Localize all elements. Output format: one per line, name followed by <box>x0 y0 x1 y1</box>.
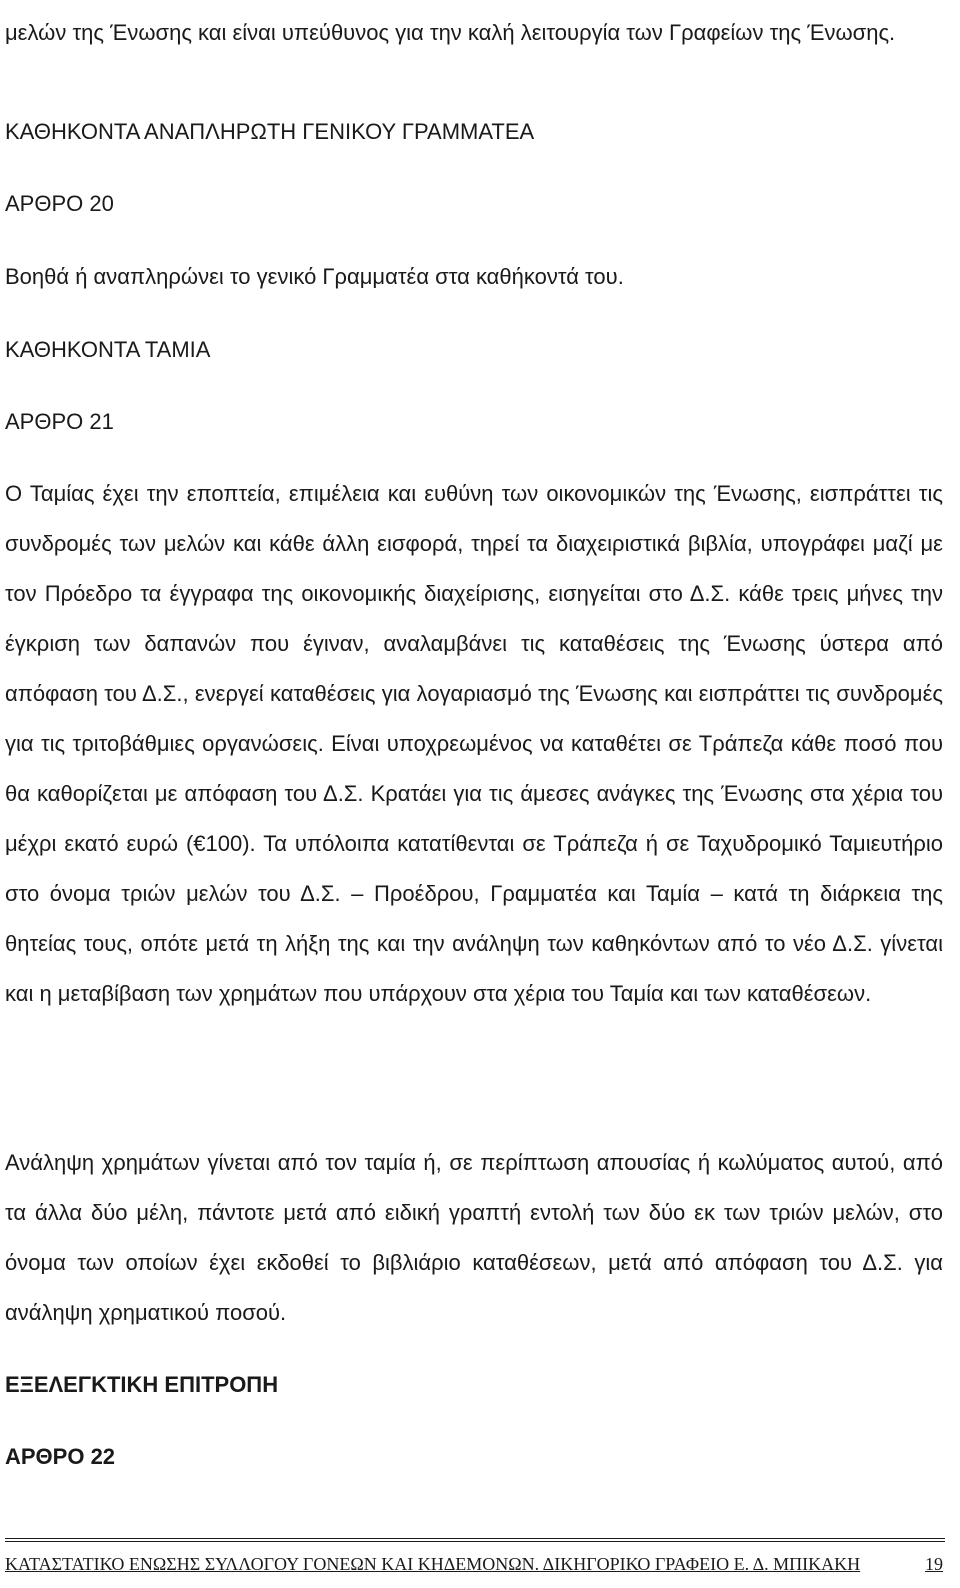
footer-text: ΚΑΤΑΣΤΑΤΙΚΟ ΕΝΩΣΗΣ ΣΥΛΛΟΓΟΥ ΓΟΝΕΩΝ ΚΑΙ ΚΗΔΕΜΟΝΩΝ. ΔΙΚΗΓΟΡΙΚΟ ΓΡΑΦΕΙΟ Ε. Δ. ΜΠΙΚΑΚΗ <box>5 1554 861 1574</box>
article-22-heading: ΑΡΘΡΟ 22 <box>5 1444 116 1469</box>
article-21-heading: ΑΡΘΡΟ 21 <box>5 409 114 434</box>
section-title-audit-committee: ΕΞΕΛΕΓΚΤΙΚΗ ΕΠΙΤΡΟΠΗ <box>5 1372 279 1397</box>
article-20-text: Βοηθά ή αναπληρώνει το γενικό Γραμματέα στα καθήκοντά του. <box>5 264 624 289</box>
article-20-heading: ΑΡΘΡΟ 20 <box>5 191 114 216</box>
article-21-paragraph-2: Ανάληψη χρημάτων γίνεται από τον ταμία ή, σε περίπτωση απουσίας ή κωλύματος αυτού, από τα άλλα δύο μέλη, πάντοτε μετά από ειδική γραπτή εντολή των δύο εκ των τριών μελών, στο όνομα των οποίων έχει εκδοθεί το βιβλιάριο καταθέσεων, μετά από απόφαση του Δ.Σ. για ανάληψη χρηματικού ποσού. <box>5 1150 943 1325</box>
page-footer <box>5 1548 945 1588</box>
page-number: 19 <box>925 1554 943 1574</box>
footer-divider <box>5 1538 945 1542</box>
intro-paragraph: μελών της Ένωσης και είναι υπεύθυνος για την καλή λειτουργία των Γραφείων της Ένωσης. <box>5 20 896 45</box>
section-title-treasurer: ΚΑΘΗΚΟΝΤΑ ΤΑΜΙΑ <box>5 337 211 362</box>
section-title-deputy-secretary: ΚΑΘΗΚΟΝΤΑ ΑΝΑΠΛΗΡΩΤΗ ΓΕΝΙΚΟΥ ΓΡΑΜΜΑΤΕΑ <box>5 119 535 144</box>
article-21-paragraph-1: Ο Ταμίας έχει την εποπτεία, επιμέλεια και ευθύνη των οικονομικών της Ένωσης, εισπράττει τις συνδρομές των μελών και κάθε άλλη εισφορά, τηρεί τα διαχειριστικά βιβλία, υπογράφει μαζί με τον Πρόεδρο τα έγγραφα της οικονομικής διαχείρισης, εισηγείται στο Δ.Σ. κάθε τρεις μήνες την έγκριση των δαπανών που έγιναν, αναλαμβάνει τις καταθέσεις της Ένωσης ύστερα από απόφαση του Δ.Σ., ενεργεί καταθέσεις για λογαριασμό της Ένωσης και εισπράττει τις συνδρομές για τις τριτοβάθμιες οργανώσεις. Είναι υποχρεωμένος να καταθέτει σε Τράπεζα κάθε ποσό που θα καθορίζεται με απόφαση του Δ.Σ. Κρατάει για τις άμεσες ανάγκες της Ένωσης στα χέρια του μέχρι εκατό ευρώ (€100). Τα υπόλοιπα κατατίθενται σε Τράπεζα ή σε Ταχυδρομικό Ταμιευτήριο στο όνομα τριών μελών του Δ.Σ. – Προέδρου, Γραμματέα και Ταμία – κατά τη διάρκεια της θητείας τους, οπότε μετά τη λήξη της και την ανάληψη των καθηκόντων από το νέο Δ.Σ. γίνεται και η μεταβίβαση των χρημάτων που υπάρχουν στα χέρια του Ταμία και των καταθέσεων. <box>5 481 943 1006</box>
